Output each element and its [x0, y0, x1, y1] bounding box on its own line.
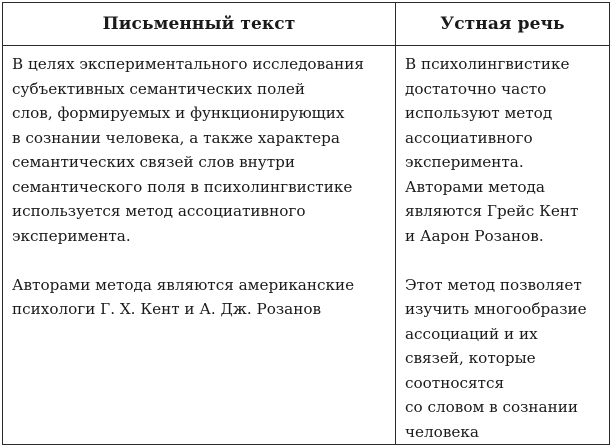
comparison-table [2, 2, 610, 445]
text-line: используется метод ассоциативного [12, 202, 306, 220]
text-line: со словом в сознании [405, 398, 578, 416]
text-line: в сознании человека, а также характера [12, 128, 340, 147]
header-written-text: Письменный текст [3, 3, 396, 46]
written-paragraph-1 [12, 52, 387, 248]
written-paragraph-2 [12, 273, 387, 322]
content-row [3, 46, 610, 445]
text-line: Авторами метода [405, 177, 545, 196]
text-line: ассоциаций и их [405, 324, 538, 343]
text-line: эксперимента. [405, 153, 524, 171]
text-line: психологи Г. Х. Кент и А. Дж. Розанов [12, 300, 322, 318]
written-text-cell [3, 46, 396, 445]
spoken-paragraph-1 [405, 52, 601, 248]
text-line: семантических связей слов внутри [12, 153, 295, 171]
text-line: используют метод [405, 104, 553, 122]
text-line: семантического поля в психолингвистике [12, 177, 353, 196]
spoken-speech-cell [396, 46, 610, 445]
text-line: и Аарон Розанов. [405, 226, 544, 245]
text-line: изучить многообразие [405, 300, 587, 318]
text-line: Авторами метода являются американские [12, 275, 355, 294]
paragraph-spacer [12, 248, 387, 273]
text-line: слов, формируемых и функционирующих [12, 104, 345, 122]
text-line: ассоциативного [405, 128, 533, 147]
header-spoken-speech: Устная речь [396, 3, 610, 46]
text-line: Этот метод позволяет [405, 275, 582, 294]
text-line: соотносятся [405, 373, 505, 392]
header-row [3, 3, 610, 46]
text-line: В целях экспериментального исследования [12, 55, 365, 73]
text-line: субъективных семантических полей [12, 79, 305, 98]
text-line: достаточно часто [405, 79, 547, 98]
text-line: являются Грейс Кент [405, 202, 579, 220]
text-line: эксперимента. [12, 226, 131, 245]
text-line: человека [405, 422, 479, 441]
spoken-paragraph-2 [405, 273, 601, 445]
text-line: В психолингвистике [405, 55, 570, 73]
text-line: связей, которые [405, 349, 536, 367]
paragraph-spacer [405, 248, 601, 273]
